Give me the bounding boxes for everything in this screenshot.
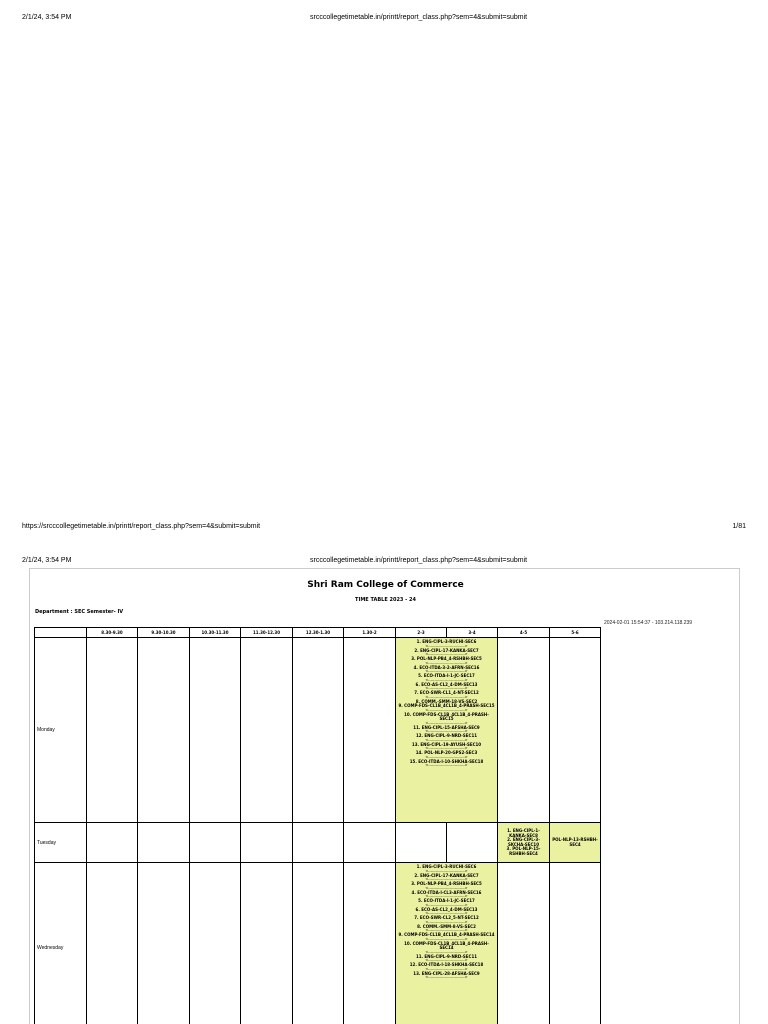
class-entry: 6. ECO-AS-CL2_4-DM-SEC13 (415, 681, 478, 687)
span-arrow: <-----------------------------> (425, 707, 468, 712)
span-arrow: <-----------------------------> (425, 669, 468, 673)
class-entry: 12. ECO-ITDA-I-18-SHKHA-SEC18 (409, 962, 484, 967)
span-arrow: <-----------------------------> (425, 949, 468, 954)
class-entry: 2. ENG-CIPL-17-KANKA-SEC7 (414, 647, 479, 653)
class-entry: 10. COMP-FDS-CL1B_4CL1B_4-PRASH-SEC15 (404, 711, 489, 721)
class-entry: 1. ENG-CIPL-3-RUCHI-SEC6 (416, 864, 477, 869)
class-entry: 1. ENG-CIPL-3-RUCHI-SEC6 (416, 639, 477, 644)
class-entry: 2. ENG-CIPL-3-SKCHA-SEC10 (507, 837, 540, 847)
span-arrow: <-----------------------------> (425, 686, 468, 690)
class-entry: 4. ECO-ITDA-3-2-AFRN-SEC16 (413, 664, 480, 670)
class-entry: 7. ECO-SWR-CL2_5-NT-SEC12 (414, 915, 479, 920)
time-slot-header: 12.30-1.30 (293, 628, 344, 638)
class-entry: 13. ENG-CIPL-28-AFSHA-SEC9 (413, 970, 480, 976)
class-entry: 7. ECO-SWR-CL1_4-NT-SEC12 (414, 690, 479, 695)
span-arrow: <-----------------------------> (425, 868, 468, 873)
print-url: srcccollegetimetable.in/printt/report_class.php?sem=4&submit=submit (310, 14, 528, 21)
day-row-tuesday (35, 823, 601, 863)
timetable-report (29, 568, 740, 1024)
class-entry: 13. ENG-CIPL-19-AYUSH-SEC10 (411, 741, 482, 747)
span-arrow: <-----------------------------> (425, 911, 468, 915)
span-arrow: <-----------------------------> (425, 966, 468, 971)
class-entry: 12. ENG-CIPL-9-NRD-SEC11 (415, 733, 478, 738)
time-slot-header: 4-5 (498, 628, 550, 638)
class-entry: 8. COMM.-SMM-18-VS-SEC2 (415, 698, 478, 704)
class-entry: 2. ENG-CIPL-17-KANKA-SEC7 (414, 872, 479, 878)
span-arrow: <-----------------------------> (425, 694, 468, 699)
class-entry: 9. COMP-FDS-CL1B_4CL1B_4-PRASH-SEC14 (398, 932, 495, 937)
class-entry: 11. ENG-CIPL-15-AFSHA-SEC9 (413, 724, 480, 730)
class-entry: 3. POL-NLP-PB4_4-RSHBH-SEC5 (411, 881, 482, 886)
time-slot-header: 3-4 (447, 628, 498, 638)
print-header (22, 14, 746, 24)
span-arrow: <-----------------------------> (425, 720, 468, 725)
class-entry: 14. POL-NLP-20-GPS2-SEC3 (415, 750, 478, 755)
span-arrow: <-----------------------------> (425, 763, 468, 767)
class-entry: 1. ENG-CIPL-1-KANKA-SEC8 (507, 828, 540, 838)
class-slot-wednesday-2-4 (396, 863, 498, 1024)
class-entry: 11. ENG-CIPL-9-NRD-SEC11 (415, 953, 478, 959)
class-entry: 9. COMP-FDS-CL1B_4CL1B_4-PRASH-SEC15 (398, 703, 495, 708)
span-arrow: <-----------------------------> (425, 894, 468, 898)
span-arrow: <-----------------------------> (425, 729, 468, 733)
print-footer (22, 523, 746, 533)
time-slot-header: 2-3 (396, 628, 447, 638)
time-slot-header-row (35, 628, 601, 638)
class-entry: 4. ECO-ITDA-I-CL3-AFRN-SEC16 (411, 889, 482, 895)
span-arrow: <-----------------------------> (425, 958, 468, 962)
span-arrow: <-----------------------------> (425, 975, 468, 979)
class-entry: 3. POL-NLP-PB4_4-RSHBH-SEC5 (411, 656, 482, 661)
timetable-title: TIME TABLE 2023 - 24 (355, 597, 416, 603)
time-slot-header: 8.30-9.30 (87, 628, 138, 638)
span-arrow: <-----------------------------> (425, 754, 468, 759)
span-arrow: <-----------------------------> (425, 902, 468, 907)
span-arrow: <-----------------------------> (425, 660, 468, 665)
span-arrow: <-----------------------------> (425, 643, 468, 648)
page-number: 1/81 (732, 523, 746, 530)
day-label: Wednesday (35, 863, 87, 1024)
class-entry: 3. POL-NLP-15-RSHBH-SEC4 (506, 846, 541, 856)
corner-cell (35, 628, 87, 638)
span-arrow: <-----------------------------> (425, 919, 468, 924)
class-entry: 8. COMM.-SMM-8-VS-SEC2 (417, 923, 476, 929)
day-label: Tuesday (35, 823, 87, 863)
class-slot-tuesday-5-6 (550, 823, 601, 863)
class-entry: 5. ECO-ITDA-I-1-JC-SEC17 (418, 898, 475, 903)
print-header-page2 (22, 557, 746, 567)
class-entry: 5. ECO-ITDA-I-1-JC-SEC17 (418, 673, 475, 678)
class-entry: POL-NLP-13-RSHBH-SEC4 (552, 837, 598, 847)
college-name: Shri Ram College of Commerce (307, 580, 464, 590)
generated-stamp: 2024-02-01 15:54:37 - 103.214.118.239 (604, 620, 693, 626)
time-slot-header: 11.30-12.30 (241, 628, 293, 638)
span-arrow: <-----------------------------> (425, 936, 468, 941)
department-semester: Department : SEC Semester- IV (35, 609, 124, 615)
time-slot-header: 9.30-10.30 (138, 628, 190, 638)
day-row-wednesday (35, 863, 601, 1024)
class-slot-monday-2-4 (396, 638, 498, 823)
class-slot-tuesday-4-5 (498, 823, 550, 863)
time-slot-header: 5-6 (550, 628, 601, 638)
span-arrow: <-----------------------------> (425, 652, 468, 656)
time-slot-header: 10.30-11.30 (190, 628, 241, 638)
footer-url: https://srcccollegetimetable.in/printt/report_class.php?sem=4&submit=submit (22, 523, 261, 530)
class-entry: 10. COMP-FDS-CL1B_4CL1B_4-PRASH-SEC14 (404, 940, 489, 950)
span-arrow: <-----------------------------> (425, 928, 468, 932)
day-row-monday (35, 638, 601, 823)
day-label: Monday (35, 638, 87, 823)
class-entry: 6. ECO-AS-CL2_4-DM-SEC13 (415, 906, 478, 912)
time-slot-header: 1.30-2 (344, 628, 396, 638)
timetable-grid (34, 627, 601, 1024)
span-arrow: <-----------------------------> (425, 746, 468, 750)
print-date: 2/1/24, 3:54 PM (22, 14, 72, 21)
span-arrow: <-----------------------------> (425, 885, 468, 890)
print-url: srcccollegetimetable.in/printt/report_class.php?sem=4&submit=submit (310, 557, 528, 564)
print-date: 2/1/24, 3:54 PM (22, 557, 72, 564)
span-arrow: <-----------------------------> (425, 737, 468, 742)
span-arrow: <-----------------------------> (425, 877, 468, 881)
class-entry: 15. ECO-ITDA-I-10-SHKHA-SEC18 (409, 758, 484, 764)
span-arrow: <-----------------------------> (425, 677, 468, 682)
